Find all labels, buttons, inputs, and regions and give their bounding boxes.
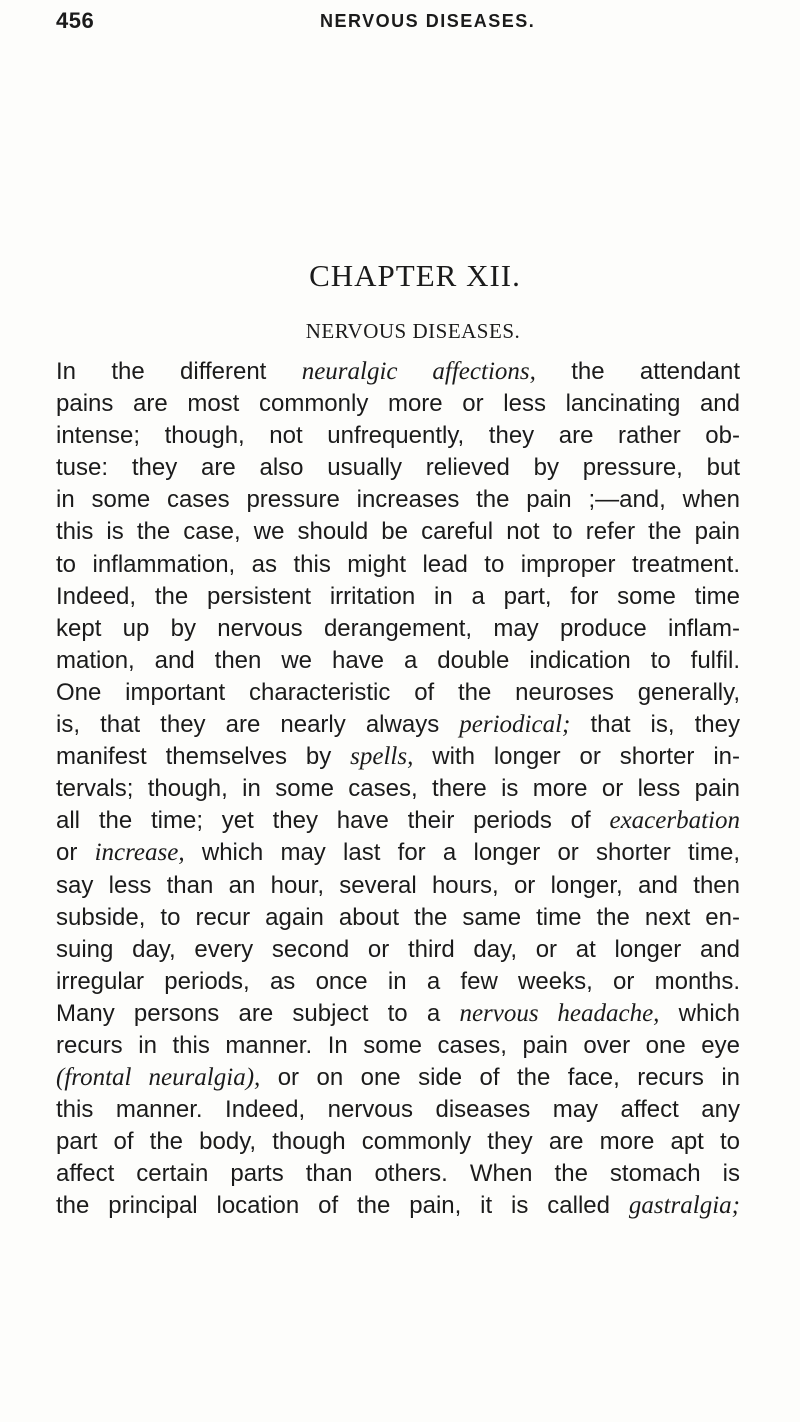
- text-line: affect certain parts than others. When the stomach is: [56, 1160, 740, 1188]
- emphasis: gastralgia;: [628, 1192, 740, 1220]
- text-line: intense; though, not unfrequently, they are rather ob-: [56, 422, 740, 450]
- body-text: [56, 356, 740, 1223]
- text-line: is, that they are nearly always periodical; that is, they: [56, 711, 740, 739]
- text-line: all the time; yet they have their periods of exacerbation: [56, 807, 740, 835]
- text-line: pains are most commonly more or less lancinating and: [56, 390, 740, 418]
- text-line: One important characteristic of the neuroses generally,: [56, 678, 740, 706]
- text-line: suing day, every second or third day, or at longer and: [56, 935, 740, 963]
- drop-in-word: In: [56, 358, 77, 385]
- text-line: mation, and then we have a double indication to fulfil.: [56, 646, 740, 674]
- text-line: in some cases pressure increases the pain ;—and, when: [56, 486, 740, 514]
- emphasis: exacerbation: [609, 807, 740, 835]
- text-line: tervals; though, in some cases, there is more or less pain: [56, 775, 740, 803]
- page-number: 456: [56, 8, 95, 33]
- emphasis: increase,: [94, 839, 185, 867]
- text-line: irregular periods, as once in a few weeks, or months.: [56, 967, 740, 995]
- text-line: this is the case, we should be careful not to refer the pain: [56, 518, 740, 546]
- emphasis: (frontal neuralgia),: [56, 1064, 261, 1092]
- text-line: manifest themselves by spells, with longer or shorter in-: [56, 743, 740, 771]
- text-line: say less than an hour, several hours, or longer, and then: [56, 871, 740, 899]
- text-line: tuse: they are also usually relieved by pressure, but: [56, 454, 740, 482]
- text-line: recurs in this manner. In some cases, pain over one eye: [56, 1031, 740, 1059]
- emphasis: periodical;: [459, 711, 571, 739]
- text-line: subside, to recur again about the same time the next en-: [56, 903, 740, 931]
- text-line: (frontal neuralgia), or on one side of the face, recurs in: [56, 1064, 740, 1092]
- emphasis: nervous headache,: [459, 999, 660, 1027]
- chapter-heading: CHAPTER XII.: [309, 258, 521, 293]
- emphasis: spells,: [350, 743, 414, 771]
- text-line: Many persons are subject to a nervous headache, which: [56, 999, 740, 1027]
- text-line: kept up by nervous derangement, may produce inflam-: [56, 614, 740, 642]
- emphasis: neuralgic affections,: [301, 358, 536, 385]
- running-head-title: NERVOUS DISEASES.: [320, 11, 536, 31]
- text-line: part of the body, though commonly they are more apt to: [56, 1128, 740, 1156]
- text-line: the principal location of the pain, it is called gastralgia;: [56, 1192, 740, 1220]
- running-head: [0, 8, 800, 48]
- text-line: or increase, which may last for a longer or shorter time,: [56, 839, 740, 867]
- chapter-title: NERVOUS DISEASES.: [305, 319, 521, 343]
- text-line: this manner. Indeed, nervous diseases may affect any: [56, 1096, 740, 1124]
- text-line: In the different neuralgic affections, the attendant: [56, 358, 741, 385]
- text-line: Indeed, the persistent irritation in a part, for some time: [56, 582, 740, 610]
- text-line: to inflammation, as this might lead to improper treatment.: [56, 550, 740, 578]
